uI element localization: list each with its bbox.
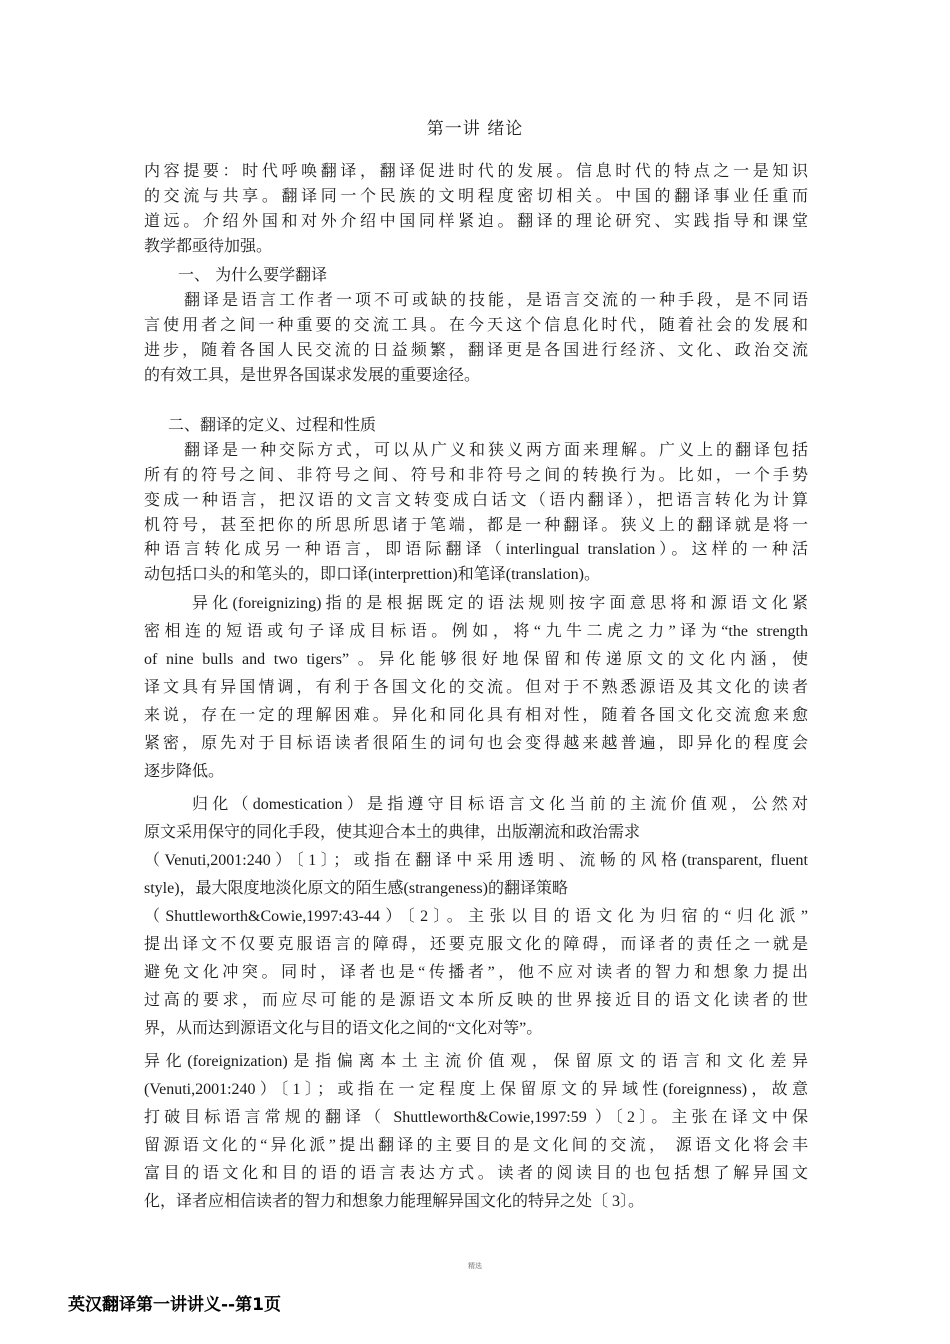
text-line: 异化(foreignizing)指的是根据既定的语法规则按字面意思将和源语文化紧 (192, 595, 808, 612)
summary-paragraph (144, 158, 808, 258)
text-line: 言使用者之间一种重要的交流工具。在今天这个信息化时代，随着社会的发展和 (144, 315, 808, 334)
text-line: 种语言转化成另一种语言，即语际翻译（interlingual translation）。这样的一种活 (144, 541, 808, 558)
text-line: 界，从而达到源语文化与目的语文化之间的“文化对等”。 (144, 1020, 543, 1037)
text-line: 避免文化冲突。同时，译者也是“传播者”，他不应对读者的智力和想象力提出 (144, 964, 808, 981)
text-line: （Shuttleworth&Cowie,1997:43-44）〔2〕。主张以目的语文化为归宿的“归化派” (144, 908, 808, 925)
text-line: of nine bulls and two tigers” 。异化能够很好地保留和传递原文的文化内涵，使 (144, 651, 808, 668)
paragraph-domestication (144, 791, 808, 1043)
page-title: 第一讲 绪论 (426, 119, 524, 139)
text-line: 内容提要：时代呼唤翻译，翻译促进时代的发展。信息时代的特点之一是知识 (144, 161, 808, 180)
text-line: 过高的要求，而应尽可能的是源语文本所反映的世界接近目的语文化读者的世 (144, 992, 808, 1009)
text-line: 密相连的短语或句子译成目标语。例如，将“九牛二虎之力”译为“the strength (144, 623, 808, 640)
footer-page-title: 英汉翻译第一讲讲义--第1页 (68, 1295, 281, 1315)
text-line: 打破目标语言常规的翻译（ Shuttleworth&Cowie,1997:59 ）〔2〕。主张在译文中保 (144, 1109, 808, 1126)
section-heading: 二、翻译的定义、过程和性质 (168, 415, 377, 434)
text-line: （Venuti,2001:240）〔1〕；或指在翻译中采用透明、流畅的风格(transparent, fluent (144, 852, 808, 869)
text-line: 进步，随着各国人民交流的日益频繁，翻译更是各国进行经济、文化、政治交流 (144, 340, 808, 359)
text-line: style)，最大限度地淡化原文的陌生感(strangeness)的翻译策略 (144, 880, 568, 897)
text-line: 翻译是一种交际方式，可以从广义和狭义两方面来理解。广义上的翻译包括 (184, 440, 808, 459)
text-line: 原文采用保守的同化手段，使其迎合本土的典律，出版潮流和政治需求 (144, 824, 641, 841)
paragraph-foreignizing (144, 590, 808, 786)
section-1 (144, 262, 808, 387)
text-line: 提出译文不仅要克服语言的障碍，还要克服文化的障碍，而译者的责任之一就是 (144, 936, 808, 953)
text-line: 归化（domestication）是指遵守目标语言文化当前的主流价值观，公然对 (192, 796, 808, 813)
text-line: 的交流与共享。翻译同一个民族的文明程度密切相关。中国的翻译事业任重而 (144, 186, 808, 205)
text-line: 异化(foreignization)是指偏离本土主流价值观，保留原文的语言和文化差异 (144, 1053, 808, 1070)
text-line: 变成一种语言，把汉语的文言文转变成白话文（语内翻译），把语言转化为计算 (144, 490, 808, 509)
section-heading: 一、 为什么要学翻译 (178, 265, 328, 284)
footer-mark: 精选 (468, 1262, 482, 1270)
text-line: 译文具有异国情调，有利于各国文化的交流。但对于不熟悉源语及其文化的读者 (144, 679, 808, 696)
text-line: (Venuti,2001:240）〔1〕；或指在一定程度上保留原文的异域性(foreignness)，故意 (144, 1081, 808, 1098)
text-line: 翻译是语言工作者一项不可或缺的技能，是语言交流的一种手段，是不同语 (184, 290, 808, 309)
text-line: 所有的符号之间、非符号之间、符号和非符号之间的转换行为。比如，一个手势 (144, 465, 808, 484)
text-line: 道远。介绍外国和对外介绍中国同样紧迫。翻译的理论研究、实践指导和课堂 (144, 211, 808, 230)
text-line: 动包括口头的和笔头的，即口译(interprettion)和笔译(translation)。 (144, 566, 600, 583)
paragraph-foreignization (144, 1048, 808, 1216)
text-line: 的有效工具，是世界各国谋求发展的重要途径。 (144, 365, 481, 384)
text-line: 来说，存在一定的理解困难。异化和同化具有相对性，随着各国文化交流愈来愈 (144, 707, 808, 724)
section-2 (144, 412, 808, 587)
text-line: 富目的语文化和目的语的语言表达方式。读者的阅读目的也包括想了解异国文 (144, 1165, 808, 1182)
text-line: 紧密，原先对于目标语读者很陌生的词句也会变得越来越普遍，即异化的程度会 (144, 735, 808, 752)
text-line: 留源语文化的“异化派”提出翻译的主要目的是文化间的交流， 源语文化将会丰 (144, 1137, 808, 1154)
text-line: 化，译者应相信读者的智力和想象力能理解异国文化的特异之处〔 3〕。 (144, 1193, 645, 1210)
text-line: 教学都亟待加强。 (144, 236, 273, 255)
text-line: 逐步降低。 (144, 763, 225, 780)
text-line: 机符号，甚至把你的所思所思诸于笔端，都是一种翻译。狭义上的翻译就是将一 (144, 515, 808, 534)
